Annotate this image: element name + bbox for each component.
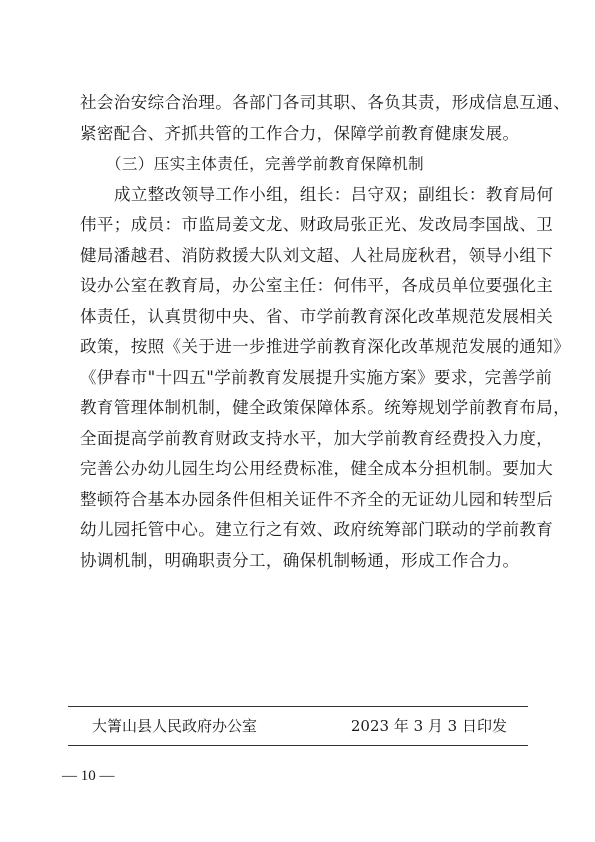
paragraph-line: 伟平；成员：市监局姜文龙、财政局张正光、发改局李国战、卫 [80, 215, 554, 234]
section-heading: （三）压实主体责任，完善学前教育保障机制 [106, 155, 425, 173]
issuing-office: 大箐山县人民政府办公室 [92, 717, 258, 735]
issue-date: 2023 年 3 月 3 日印发 [350, 717, 507, 735]
paragraph-line: 紧密配合、齐抓共管的工作合力，保障学前教育健康发展。 [80, 123, 520, 143]
paragraph-line: 完善公办幼儿园生均公用经费标准，健全成本分担机制。要加大 [80, 459, 554, 478]
footer-bottom-rule [68, 745, 528, 746]
paragraph-line: 设办公室在教育局，办公室主任：何伟平，各成员单位要强化主 [80, 276, 554, 295]
paragraph-line: 协调机制，明确职责分工，确保机制畅通，形成工作合力。 [80, 550, 520, 570]
paragraph-line: 成立整改领导工作小组，组长：吕守双；副组长：教育局何 [114, 184, 554, 204]
paragraph-line: 教育管理体制机制，健全政策保障体系。统筹规划学前教育布局， [80, 398, 571, 417]
paragraph-line: 体责任，认真贯彻中央、省、市学前教育深化改革规范发展相关 [80, 306, 554, 326]
paragraph-line: 全面提高学前教育财政支持水平，加大学前教育经费投入力度， [80, 428, 554, 448]
paragraph-line: 政策，按照《关于进一步推进学前教育深化改革规范发展的通知》 [80, 337, 571, 356]
paragraph-line: 健局潘越君、消防救援大队刘文超、人社局庞秋君，领导小组下 [80, 245, 554, 265]
page-number: — 10 — [62, 768, 115, 784]
paragraph-line: 社会治安综合治理。各部门各司其职、各负其责，形成信息互通、 [80, 93, 571, 112]
body-text [80, 88, 571, 576]
paragraph-line: 幼儿园托管中心。建立行之有效、政府统筹部门联动的学前教育 [80, 520, 554, 539]
paragraph-line: 《伊春市"十四五"学前教育发展提升实施方案》要求，完善学前 [80, 367, 553, 387]
footer-top-rule [68, 706, 528, 707]
paragraph-line: 整顿符合基本办园条件但相关证件不齐全的无证幼儿园和转型后 [80, 489, 554, 509]
